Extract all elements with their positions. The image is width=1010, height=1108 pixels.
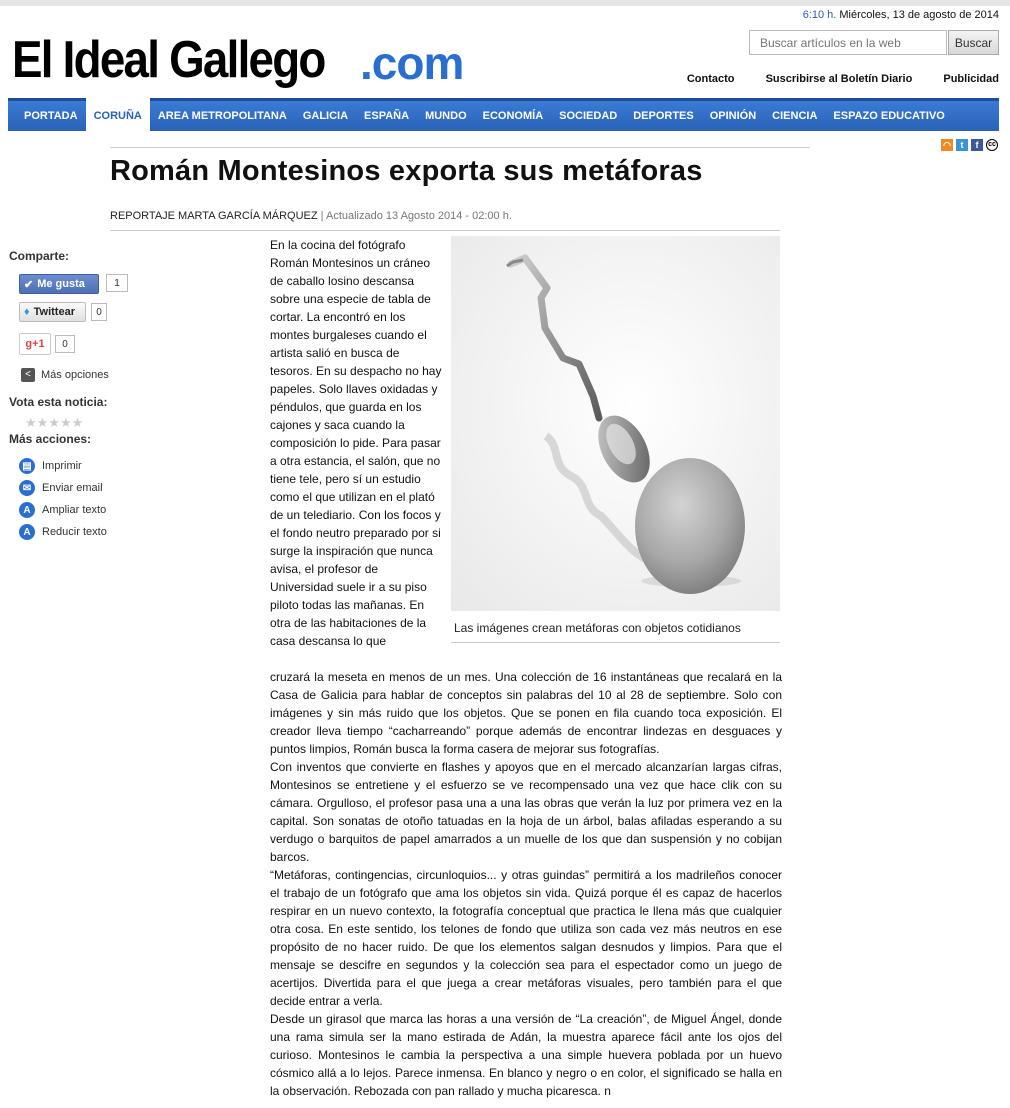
article-byline: [110, 210, 512, 222]
article-body-intro: [270, 236, 442, 650]
reduce-text-icon: A: [19, 524, 35, 540]
gplus-count: 0: [55, 335, 75, 353]
nav-espazo-educativo[interactable]: ESPAZO EDUCATIVO: [833, 110, 945, 122]
link-publicidad[interactable]: Publicidad: [943, 73, 999, 85]
byline-updated: | Actualizado 13 Agosto 2014 - 02:00 h.: [320, 210, 512, 222]
twitter-icon[interactable]: t: [956, 139, 968, 151]
rss-icon[interactable]: ◠: [941, 139, 953, 151]
nav-ciencia[interactable]: CIENCIA: [772, 110, 818, 122]
nav-opinion[interactable]: OPINIÓN: [709, 110, 757, 122]
action-reduce-text[interactable]: [19, 521, 107, 543]
action-enlarge-label: Ampliar texto: [42, 504, 107, 516]
twitter-share-button[interactable]: [19, 302, 86, 322]
nav-portada[interactable]: PORTADA: [24, 110, 78, 122]
nav-area-metropolitana[interactable]: AREA METROPOLITANA: [157, 110, 287, 122]
logo-name: El Ideal Gallego: [12, 31, 325, 89]
star-icon[interactable]: ★: [59, 415, 72, 430]
star-icon[interactable]: ★: [36, 415, 49, 430]
byline-divider: [110, 230, 780, 231]
top-bar: [0, 0, 1010, 6]
main-nav: [8, 98, 999, 131]
action-print[interactable]: [19, 455, 107, 477]
link-suscribirse[interactable]: Suscribirse al Boletín Diario: [765, 73, 913, 85]
check-icon: ✔: [24, 278, 34, 291]
like-count: 1: [106, 274, 128, 292]
figure-caption: Las imágenes crean metáforas con objetos cotidianos: [454, 621, 741, 635]
more-options-link[interactable]: [21, 368, 109, 382]
print-icon: ▤: [19, 458, 35, 474]
top-links: [659, 73, 999, 85]
byline-author: REPORTAJE MARTA GARCÍA MÁRQUEZ: [110, 210, 318, 222]
logo-tld: .com: [360, 37, 464, 89]
nav-galicia[interactable]: GALICIA: [302, 110, 349, 122]
action-enlarge-text[interactable]: [19, 499, 107, 521]
nav-mundo[interactable]: MUNDO: [425, 110, 467, 122]
twitter-bird-icon: ♦: [24, 306, 30, 318]
share-title: Comparte:: [9, 249, 70, 263]
email-icon: ✉: [19, 480, 35, 496]
creative-commons-icon[interactable]: cc: [986, 139, 998, 151]
article-paragraph: Desde un girasol que marca las horas a una versión de “La creación”, de Miguel Ángel, donde una rama simula ser la mano estirada de Adán, la muestra aparece fácil ante los ojos del curioso. Montesinos le cambia la perspectiva a una simple huevera poblada por un huevo cósmico allá a lo lejos. Parece inmensa. En blanco y negro o en color, el significado se halla en la observación. Rebozada con pan rallado y mucha picaresca. n: [270, 1012, 782, 1098]
current-date: Miércoles, 13 de agosto de 2014: [839, 9, 999, 21]
article-title: Román Montesinos exporta sus metáforas: [110, 155, 703, 187]
action-print-label: Imprimir: [42, 460, 82, 472]
star-icon[interactable]: ★: [48, 415, 60, 430]
rating-stars[interactable]: [25, 415, 83, 431]
caption-divider: [451, 642, 780, 643]
more-options-label: Más opciones: [41, 369, 109, 381]
nav-deportes[interactable]: DEPORTES: [633, 110, 694, 122]
twitter-label: Twittear: [33, 306, 75, 318]
nav-economia[interactable]: ECONOMÍA: [482, 110, 544, 122]
site-logo[interactable]: [12, 30, 464, 90]
article-body: [270, 668, 782, 1100]
title-divider: [110, 147, 810, 148]
like-label: Me gusta: [37, 278, 85, 290]
article-paragraph: Con inventos que convierte en flashes y apoyos que en el mercado alcanzarían largas cifras, Montesinos se entretiene y el esfuerzo se ve recompensado una vez que hace clik con su cámara. Orgulloso, el profesor pasa una a una las obras que verán la luz por primera vez en la capital. Son sonatas de otoño tatuadas en la hoja de un árbol, balas afiladas esperando a su verdugo o barquitos de papel amarrados a un muelle de los que dan suspensión y no cobijan barcos.: [270, 760, 782, 864]
social-icons: [941, 139, 998, 151]
action-email[interactable]: [19, 477, 107, 499]
link-contacto[interactable]: Contacto: [686, 73, 735, 85]
search-button[interactable]: Buscar: [948, 30, 999, 55]
actions-title: Más acciones:: [9, 432, 92, 446]
action-email-label: Enviar email: [42, 482, 103, 494]
current-time: 6:10 h.: [802, 9, 837, 21]
nav-coruna[interactable]: CORUÑA: [86, 98, 150, 131]
gplus-label: g+1: [25, 338, 45, 350]
search-input[interactable]: [749, 30, 947, 55]
twitter-count: 0: [91, 303, 107, 321]
star-icon[interactable]: ★: [71, 415, 84, 430]
article-paragraph: “Metáforas, contingencias, circunloquios... y otras guindas” permitirá a los madrileños conocer el trabajo de un fotógrafo que ama los objetos sin vida. Quizá porque él es capaz de hacerlos respirar en un nuevo contexto, la fotografía conceptual que practica le llena más que cualquier otra cosa. En este sentido, los telones de fondo que utiliza son cada vez más neutros en ese propósito de no hacer ruido. De que los elementos salgan desnudos y limpios. Para que el mensaje se descifre en segundos y la colección sea para el espectador como un juego de acertijos. Divertida para el que juega a crear metáforas visuales, pero también para el que decide entrar a verla.: [270, 868, 782, 1008]
facebook-like-button[interactable]: [19, 274, 99, 294]
action-reduce-label: Reducir texto: [42, 526, 107, 538]
article-figure: [451, 236, 780, 644]
share-icon: <: [21, 368, 35, 382]
vote-title: Vota esta noticia:: [9, 395, 108, 409]
dateline: [803, 9, 999, 21]
article-paragraph: cruzará la meseta en menos de un mes. Una colección de 16 instantáneas que recalará en la Casa de Galicia para hablar de conceptos sin palabras del 10 al 28 de septiembre. Solo con imágenes y sin más ruido que los objetos. Que se ponen en fila cuando toca exposición. El creador lleva tiempo “cacharreando” porque además de encontrar lindezas en desguaces y puntos limpios, Román busca la forma casera de mejorar sus fotografías.: [270, 670, 782, 756]
enlarge-text-icon: A: [19, 502, 35, 518]
star-icon[interactable]: ★: [25, 415, 37, 430]
actions-list: [19, 455, 107, 543]
nav-espana[interactable]: ESPAÑA: [364, 110, 410, 122]
gplus-button[interactable]: [19, 333, 51, 355]
photo-spoon-egg: [451, 236, 780, 611]
facebook-icon[interactable]: f: [971, 139, 983, 151]
nav-sociedad[interactable]: SOCIEDAD: [559, 110, 618, 122]
search-box: [749, 30, 999, 55]
share-sidebar: [9, 249, 239, 538]
article-paragraph: En la cocina del fotógrafo Román Montesinos un cráneo de caballo losino descansa sobre una especie de tabla de cortar. La encontró en los montes burgaleses cuando el artista salió en busca de tesoros. En su despacho no hay papeles. Solo llaves oxidadas y péndulos, que guarda en los cajones y saca cuando la composición lo pide. Para pasar a otra estancia, el salón, que no tiene tele, pero sí un estudio como el que utilizan en el plató de un telediario. Con los focos y el fondo neutro preparado por si surge la inspiración que nunca avisa, el profesor de Universidad suele ir a su piso piloto todas las mañanas. En otra de las habitaciones de la casa descansa lo que: [270, 238, 442, 648]
